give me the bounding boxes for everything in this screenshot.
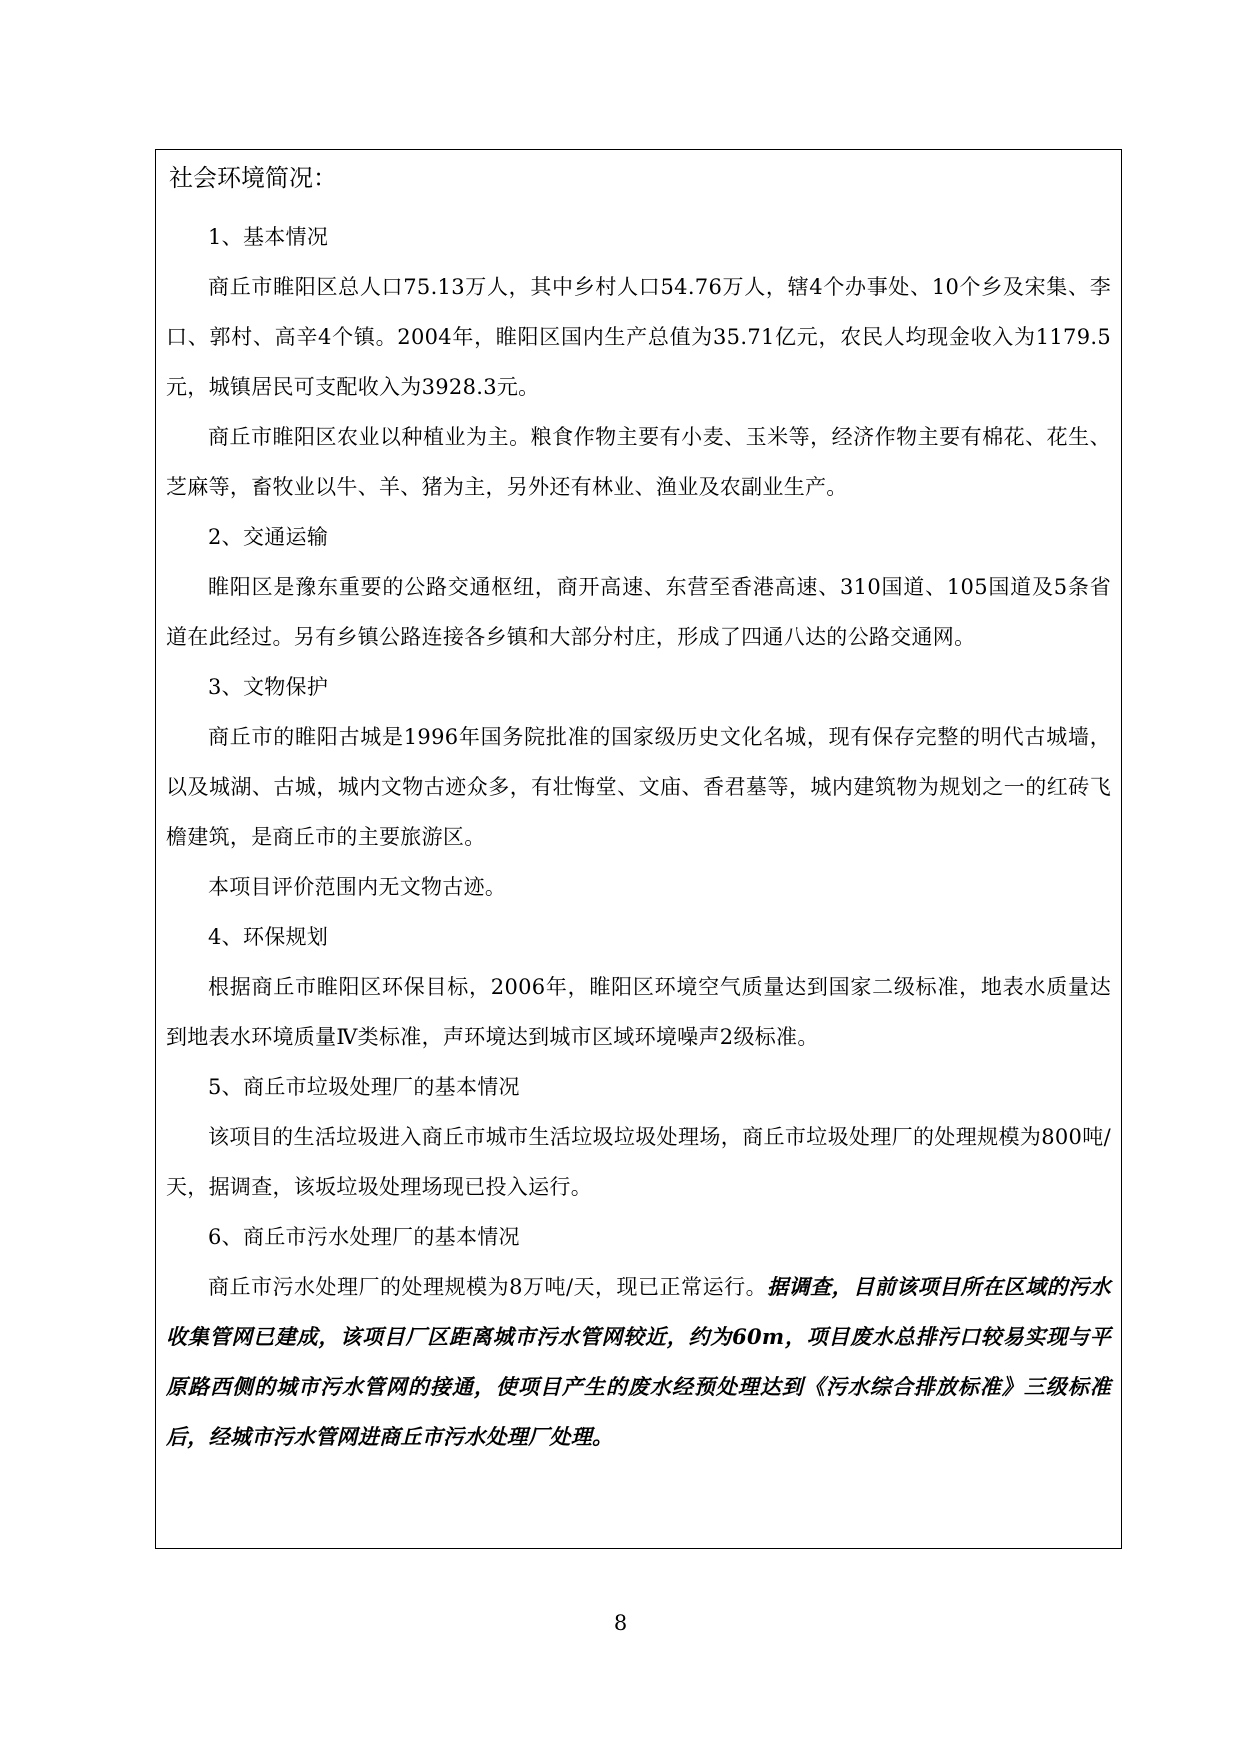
section-heading: 社会环境简况： — [169, 164, 337, 192]
paragraph-agriculture: 商丘市睢阳区农业以种植业为主。粮食作物主要有小麦、玉米等，经济作物主要有棉花、花生、芝麻等，畜牧业以牛、羊、猪为主，另外还有林业、渔业及农副业生产。 — [166, 425, 1111, 499]
paragraph-population: 商丘市睢阳区总人口75.13万人，其中乡村人口54.76万人，辖4个办事处、10个乡及宋集、李口、郭村、高辛4个镇。2004年，睢阳区国内生产总值为35.71亿元，农民人均现金收入为1179.5元，城镇居民可支配收入为3928.3元。 — [166, 275, 1111, 399]
section-title-transport: 2、交通运输 — [208, 525, 329, 549]
section-title-sewage: 6、商丘市污水处理厂的基本情况 — [208, 1225, 520, 1249]
sewage-text-emphasis: 据调查，目前该项目所在区域的污水收集管网已建成，该项目厂区距离城市污水管网较近，约为60m，项目废水总排污口较易实现与平原路西侧的城市污水管网的接通，使项目产生的废水经预处理达到《污水综合排放标准》三级标准后，经城市污水管网进商丘市污水处理厂处理。 — [166, 1274, 1111, 1449]
section-title-basic: 1、基本情况 — [208, 225, 329, 249]
document-body — [166, 212, 1111, 1462]
paragraph-garbage: 该项目的生活垃圾进入商丘市城市生活垃圾垃圾处理场，商丘市垃圾处理厂的处理规模为800吨/天，据调查，该坂垃圾处理场现已投入运行。 — [166, 1125, 1111, 1199]
section-title-heritage: 3、文物保护 — [208, 675, 329, 699]
section-title-garbage: 5、商丘市垃圾处理厂的基本情况 — [208, 1075, 520, 1099]
paragraph-no-heritage: 本项目评价范围内无文物古迹。 — [208, 875, 507, 899]
paragraph-planning: 根据商丘市睢阳区环保目标，2006年，睢阳区环境空气质量达到国家二级标准，地表水质量达到地表水环境质量Ⅳ类标准，声环境达到城市区域环境噪声2级标准。 — [166, 975, 1111, 1049]
section-title-planning: 4、环保规划 — [208, 925, 329, 949]
paragraph-transport: 睢阳区是豫东重要的公路交通枢纽，商开高速、东营至香港高速、310国道、105国道及5条省道在此经过。另有乡镇公路连接各乡镇和大部分村庄，形成了四通八达的公路交通网。 — [166, 575, 1111, 649]
content-frame — [155, 149, 1122, 1549]
paragraph-heritage: 商丘市的睢阳古城是1996年国务院批准的国家级历史文化名城，现有保存完整的明代古城墙，以及城湖、古城，城内文物古迹众多，有壮悔堂、文庙、香君墓等，城内建筑物为规划之一的红砖飞檐建筑，是商丘市的主要旅游区。 — [166, 725, 1111, 849]
page-number: 8 — [613, 1611, 628, 1635]
paragraph-sewage — [166, 1262, 1111, 1462]
sewage-text-normal: 商丘市污水处理厂的处理规模为8万吨/天，现已正常运行。 — [208, 1275, 768, 1299]
